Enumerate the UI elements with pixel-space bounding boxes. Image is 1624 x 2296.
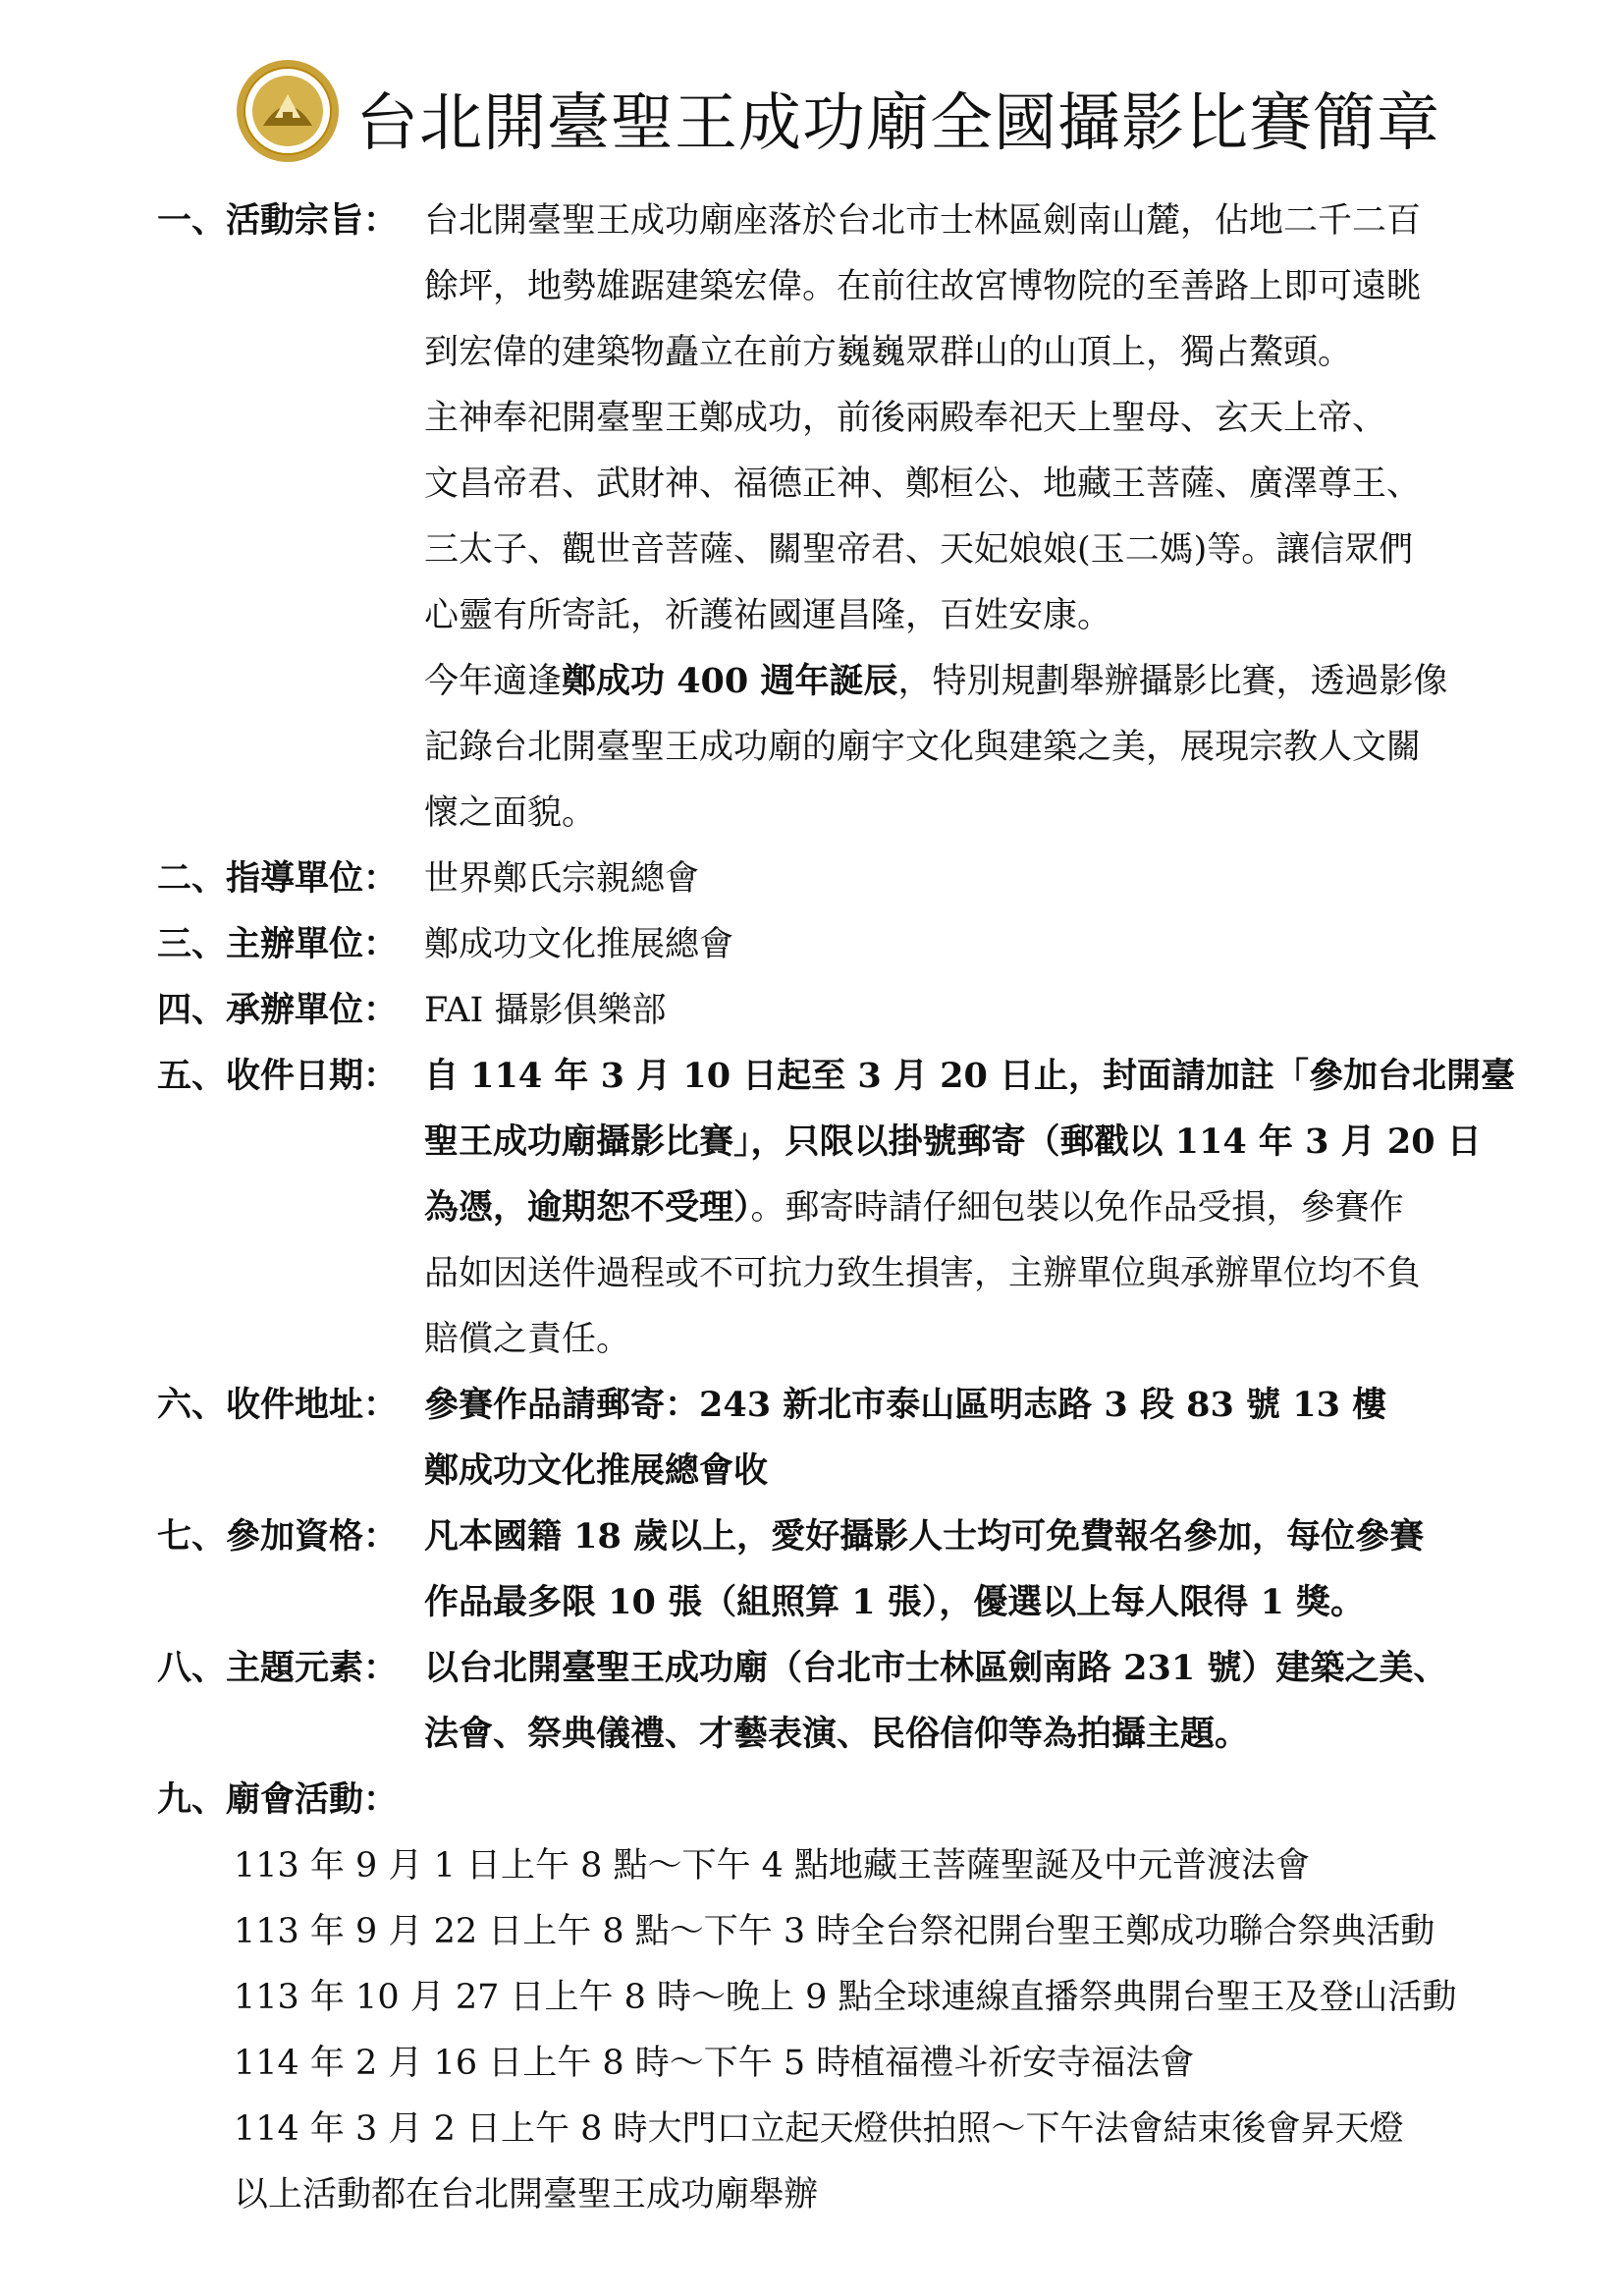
event-item: 114 年 2 月 16 日上午 8 時～下午 5 時植福禮斗祈安寺福法會: [234, 2044, 1195, 2083]
dates-line: 自 114 年 3 月 10 日起至 3 月 20 日止，封面請加註「參加台北開臺: [424, 1056, 1516, 1096]
event-item: 114 年 3 月 2 日上午 8 時大門口立起天燈供拍照～下午法會結束後會昇天燈: [234, 2109, 1404, 2149]
purpose-line: 台北開臺聖王成功廟座落於台北市士林區劍南山麓，佔地二千二百: [424, 201, 1422, 241]
executor-label: 四、承辦單位：: [157, 991, 399, 1030]
purpose-line: 主神奉祀開臺聖王鄭成功，前後兩殿奉祀天上聖母、玄天上帝、: [424, 399, 1387, 438]
organizer-value: 鄭成功文化推展總會: [424, 925, 734, 964]
guide-label: 二、指導單位：: [157, 859, 399, 899]
purpose-line: 心靈有所寄託，祈護祐國運昌隆，百姓安康。: [424, 596, 1112, 635]
purpose-anniversary-pre: 今年適逢: [424, 662, 563, 701]
eligibility-label: 七、參加資格：: [157, 1517, 399, 1557]
dates-line-mixed: [424, 1180, 1404, 1230]
purpose-line: 文昌帝君、武財神、福德正神、鄭桓公、地藏王菩薩、廣澤尊王、: [424, 465, 1422, 504]
dates-line: 聖王成功廟攝影比賽」，只限以掛號郵寄（郵戳以 114 年 3 月 20 日: [424, 1121, 1482, 1162]
dates-line: 賠償之責任。: [424, 1320, 631, 1359]
theme-line: 法會、祭典儀禮、才藝表演、民俗信仰等為拍攝主題。: [424, 1714, 1250, 1754]
organizer-label: 三、主辦單位：: [157, 925, 399, 964]
address-label: 六、收件地址：: [157, 1386, 399, 1425]
theme-label: 八、主題元素：: [157, 1649, 399, 1688]
events-label: 九、廟會活動：: [157, 1780, 399, 1820]
anniversary-highlight: 鄭成功 400 週年誕辰: [562, 661, 898, 701]
purpose-line: 三太子、觀世音菩薩、關聖帝君、天妃娘娘(玉二媽)等。讓信眾們: [424, 530, 1414, 570]
theme-line: 以台北開臺聖王成功廟（台北市士林區劍南路 231 號）建築之美、: [424, 1648, 1448, 1688]
address-recipient: 鄭成功文化推展總會收: [424, 1450, 769, 1491]
page-title: 台北開臺聖王成功廟全國攝影比賽簡章: [355, 87, 1440, 160]
dates-deadline-note: 為憑，逾期恕不受理）: [424, 1187, 751, 1228]
event-item: 113 年 10 月 27 日上午 8 時～晚上 9 點全球連線直播祭典開台聖王及登山活動: [234, 1978, 1457, 2017]
association-logo-icon: [234, 57, 342, 165]
eligibility-line: 凡本國籍 18 歲以上，愛好攝影人士均可免費報名參加，每位參賽: [424, 1516, 1425, 1557]
dates-label: 五、收件日期：: [157, 1057, 399, 1096]
purpose-anniversary-line: [424, 654, 1447, 703]
purpose-label: 一、活動宗旨：: [157, 201, 399, 241]
purpose-line: 記錄台北開臺聖王成功廟的廟宇文化與建築之美，展現宗教人文關: [424, 728, 1422, 767]
purpose-line: 到宏偉的建築物矗立在前方巍巍眾群山的山頂上，獨占鰲頭。: [424, 333, 1353, 372]
executor-value: FAI 攝影俱樂部: [424, 991, 667, 1030]
guide-value: 世界鄭氏宗親總會: [424, 859, 700, 899]
events-venue-note: 以上活動都在台北開臺聖王成功廟舉辦: [234, 2175, 819, 2214]
dates-packaging-note: 。郵寄時請仔細包裝以免作品受損，參賽作: [750, 1188, 1404, 1228]
purpose-line: 懷之面貌。: [424, 793, 597, 833]
event-item: 113 年 9 月 22 日上午 8 點～下午 3 時全台祭祀開台聖王鄭成功聯合祭典活動: [234, 1912, 1435, 1951]
purpose-anniversary-post: ，特別規劃舉辦攝影比賽，透過影像: [897, 662, 1448, 701]
purpose-line: 餘坪，地勢雄踞建築宏偉。在前往故宮博物院的至善路上即可遠眺: [424, 267, 1422, 306]
eligibility-line: 作品最多限 10 張（組照算 1 張），優選以上每人限得 1 獎。: [424, 1582, 1366, 1622]
dates-line: 品如因送件過程或不可抗力致生損害，主辦單位與承辦單位均不負: [424, 1254, 1422, 1293]
address-line: 參賽作品請郵寄：243 新北市泰山區明志路 3 段 83 號 13 樓: [424, 1385, 1387, 1425]
event-item: 113 年 9 月 1 日上午 8 點～下午 4 點地藏王菩薩聖誕及中元普渡法會: [234, 1846, 1311, 1886]
